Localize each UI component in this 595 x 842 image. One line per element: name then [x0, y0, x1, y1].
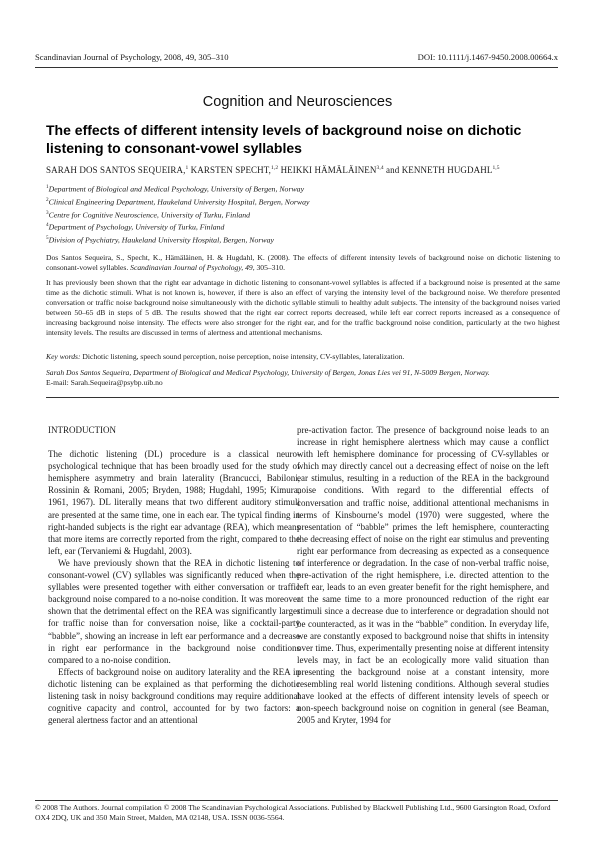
- affiliation-item: [46, 233, 566, 246]
- author-name: HEIKKI HÄMÄLÄINEN: [278, 165, 377, 175]
- keywords: [46, 352, 560, 362]
- header-rule: [35, 67, 558, 68]
- affiliation-text: Centre for Cognitive Neuroscience, University of Turku, Finland: [48, 210, 251, 220]
- body-column-right: [297, 424, 549, 726]
- affiliation-text: Clinical Engineering Department, Haukeland University Hospital, Bergen, Norway: [48, 197, 310, 207]
- paragraph: We have previously shown that the REA in dichotic listening to consonant-vowel (CV) syllables was significantly reduced when the syllables were presented together with either conversation or traffic background noise compared to a no-noise condition. It was moreover shown that the detrimental effect on the REA was significantly larger for traffic noise than for conversation noise, like a cocktail-party “babble”, showing an increase in left ear performance and a decrease in right ear performance in the background noise conditions compared to a no-noise condition.: [48, 557, 300, 665]
- citation: [46, 253, 560, 273]
- correspondence: [46, 368, 560, 388]
- affiliation-list: [46, 182, 566, 246]
- author-sup: 3,4: [376, 165, 384, 171]
- abstract: It has previously been shown that the right ear advantage in dichotic listening to consonant-vowel syllables is affected if a background noise is presented at the same time as the dichotic stimuli. What is not known is, however, if there is also an effect of varying the intensity level of the background noise. We therefore presented conversation or traffic noise background noise simultaneously with the dichotic syllable stimuli to healthy adult subjects. The intensity of the background noises varied between 50–65 dB in steps of 5 dB. The results showed that the right ear correct reports decreased, while left ear correct reports increased as a consequence of increasing background noise intensity. The effects were also stronger for the right ear, and for the traffic background noise condition, particularly at the two highest intensity levels. The results are discussed in terms of alertness and attentional mechanisms.: [46, 278, 560, 337]
- citation-text: Dos Santos Sequeira, S., Specht, K., Hämäläinen, H. & Hugdahl, K. (2008). The effects of different intensity levels of background noise on dichotic listening to consonant-vowel syllables.: [46, 253, 560, 272]
- affiliation-sup: 3: [46, 209, 49, 216]
- author-name: SARAH DOS SANTOS SEQUEIRA,: [46, 165, 186, 175]
- paragraph: pre-activation factor. The presence of background noise leads to an increase in right hemisphere alertness which may cause a conflict with left hemisphere dominance for processing of CV-syllables or which may directly cancel out a decreasing effect of noise on the left ear stimulus, resulting in a reduction of the REA in the background noise conditions. With regard to the differential effects of conversation and traffic noise, additional attentional mechanisms in terms of Kinsbourne’s model (1970) were suggested, where the presentation of “babble” primes the left hemisphere, counteracting the decreasing effect of noise on the right ear stimulus and preventing right ear performance from decreasing as expected as a consequence of interference or degradation. In the case of non-verbal traffic noise, pre-activation of the right hemisphere, i.e. directed attention to the left ear, leads to an even greater benefit for the right hemisphere, and at the same time to a more pronounced reduction of the right ear stimuli since a decrease due to interference or degradation should not be counteracted, as it was in the “babble” condition. In everyday life, we are constantly exposed to background noise that shifts in intensity over time. Thus, experimentally presenting noise at different intensity levels may, in fact be an ecologically more valid situation than presenting the background noise at a constant intensity, more resembling real world listening conditions. Although several studies have looked at the effects of different intensity levels of speech or non-speech background noise on cognition in general (see Beaman, 2005 and Kryter, 1994 for: [297, 425, 549, 726]
- affiliation-text: Division of Psychiatry, Haukeland University Hospital, Bergen, Norway: [48, 235, 274, 245]
- paragraph: The dichotic listening (DL) procedure is a classical neuro-psychological technique that has been broadly used for the study of hemisphere asymmetry and brain laterality (Brancucci, Babiloni, Rossinin & Romani, 2005; Bryden, 1988; Hugdahl, 1995; Kimura, 1961, 1967). DL literally means that two different auditory stimuli are presented at the same time, one in each ear. The typical finding in right-handed subjects is the right ear advantage (REA), which means that more items are correctly reported from the right, compared to the left, ear (Tervaniemi & Hugdahl, 2003).: [48, 449, 300, 556]
- author-sup: 1: [185, 165, 189, 171]
- affiliation-sup: 1: [46, 184, 49, 190]
- paragraph: Effects of background noise on auditory laterality and the REA in dichotic listening can be explained as that performing the dichotic listening task in noisy background conditions may require additional cognitive capacity and control, accounted for by two factors: a general alertness factor and an attentional: [48, 666, 300, 726]
- running-header-doi: DOI: 10.1111/j.1467-9450.2008.00664.x: [417, 52, 558, 62]
- affiliation-item: [46, 208, 566, 221]
- author-sup: 1,5: [492, 165, 500, 171]
- affiliation-sup: 5: [46, 235, 49, 242]
- correspondence-address: Sarah Dos Santos Sequeira, Department of Biological and Medical Psychology, University of Bergen, Jonas Lies vei 91, N-5009 Bergen, Norway.: [46, 368, 490, 377]
- section-heading: Cognition and Neurosciences: [202, 94, 393, 110]
- citation-journal: Scandinavian Journal of Psychology, 49,: [130, 263, 255, 272]
- section-heading-introduction: INTRODUCTION: [48, 425, 116, 435]
- affiliation-sup: 2: [46, 196, 49, 203]
- affiliation-item: [46, 182, 566, 195]
- correspondence-email[interactable]: E-mail: Sarah.Sequeira@psybp.uib.no: [46, 378, 163, 387]
- author-sup: 1,2: [271, 165, 279, 171]
- affiliation-item: [46, 195, 566, 208]
- affiliation-text: Department of Biological and Medical Psychology, University of Bergen, Norway: [48, 184, 305, 194]
- author-list: [46, 165, 566, 175]
- keywords-text: Dichotic listening, speech sound perception, noise perception, noise intensity, CV-syllables, lateralization.: [80, 352, 405, 361]
- article-title: The effects of different intensity levels of background noise on dichotic listening to consonant-vowel syllables: [46, 122, 522, 156]
- body-column-left: [48, 424, 300, 726]
- affiliation-text: Department of Psychology, University of Turku, Finland: [48, 222, 225, 232]
- running-header-journal: Scandinavian Journal of Psychology, 2008, 49, 305–310: [35, 52, 229, 62]
- abstract-rule: [46, 397, 559, 398]
- citation-pages: 305–310.: [254, 263, 285, 272]
- keywords-label: Key words:: [46, 352, 81, 361]
- author-name: KARSTEN SPECHT,: [188, 165, 272, 175]
- footer-rule: [35, 800, 558, 801]
- affiliation-item: [46, 220, 566, 233]
- affiliation-sup: 4: [46, 222, 49, 229]
- author-name: and KENNETH HUGDAHL: [383, 165, 493, 175]
- copyright-footer: © 2008 The Authors. Journal compilation © 2008 The Scandinavian Psychological Associations. Published by Blackwell Publishing Ltd., 9600 Garsington Road, Oxford OX4 2DQ, UK and 350 Main Street, Malden, MA 02148, USA. ISSN 0036-5564.: [35, 803, 551, 822]
